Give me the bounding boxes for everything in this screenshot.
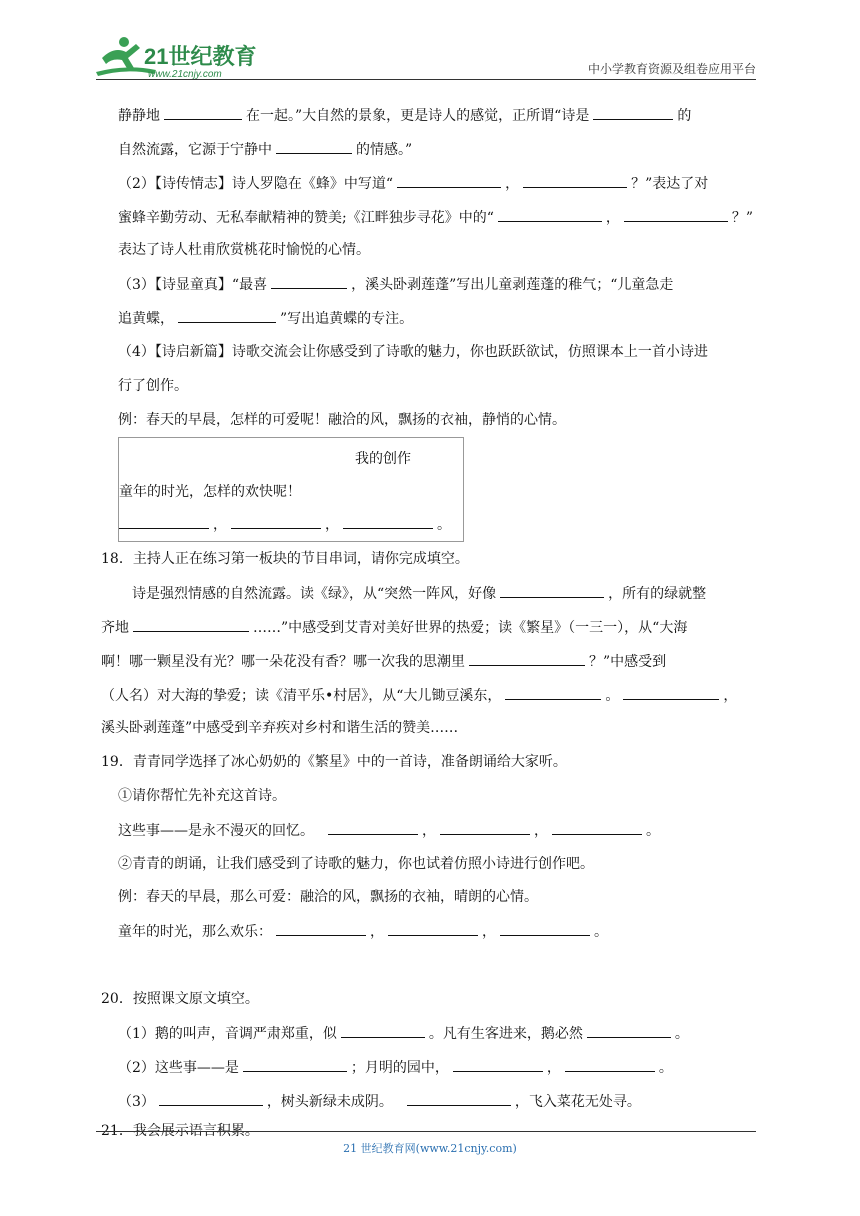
box-blanks: ， ， 。	[119, 514, 451, 534]
text-line: （2）【诗传情志】诗人罗隐在《蜂》中写道“ ， ？”表达了对	[118, 173, 708, 194]
text-line: ①请你帮忙先补充这首诗。	[118, 788, 286, 804]
answer-blank[interactable]	[624, 207, 728, 222]
answer-blank[interactable]	[159, 1091, 263, 1106]
text-line: （3）【诗显童真】“最喜 ，溪头卧剥莲蓬”写出儿童剥莲蓬的稚气；“儿童急走	[118, 274, 673, 295]
answer-blank[interactable]	[623, 685, 719, 700]
text-line: （3） ，树头新绿未成阴。 ，飞入菜花无处寻。	[118, 1091, 641, 1112]
answer-blank[interactable]	[469, 651, 585, 666]
answer-blank[interactable]	[164, 105, 242, 120]
question-18: 18．主持人正在练习第一板块的节目串词，请你完成填空。	[101, 551, 469, 567]
question-19: 19．青青同学选择了冰心奶奶的《繁星》中的一首诗，准备朗诵给大家听。	[101, 754, 567, 770]
box-title: 我的创作	[355, 451, 411, 467]
footer-text: 21 世纪教育网(www.21cnjy.com)	[343, 1142, 517, 1155]
text-line: （4）【诗启新篇】诗歌交流会让你感受到了诗歌的魅力，你也跃跃欲试，仿照课本上一首小诗进	[118, 344, 708, 360]
text-line: 自然流露，它源于宁静中 的情感。”	[118, 139, 412, 160]
example-line: 例：春天的早晨，那么可爱：融洽的风，飘扬的衣袖，晴朗的心情。	[118, 889, 538, 905]
answer-blank[interactable]	[500, 921, 590, 936]
answer-blank[interactable]	[453, 1057, 543, 1072]
answer-blank[interactable]	[343, 514, 433, 529]
answer-blank[interactable]	[243, 1057, 347, 1072]
answer-blank[interactable]	[276, 139, 352, 154]
svg-text:www.21cnjy.com: www.21cnjy.com	[148, 69, 222, 80]
footer-divider	[96, 1131, 756, 1132]
answer-blank[interactable]	[552, 820, 642, 835]
answer-blank[interactable]	[407, 1091, 511, 1106]
text-line: ②青青的朗诵，让我们感受到了诗歌的魅力，你也试着仿照小诗进行创作吧。	[118, 856, 594, 872]
answer-blank[interactable]	[500, 583, 604, 598]
text-line: 齐地 ……”中感受到艾青对美好世界的热爱；读《繁星》（一三一），从“大海	[101, 617, 687, 638]
text-line: 溪头卧剥莲蓬”中感受到辛弃疾对乡村和谐生活的赞美……	[101, 720, 459, 736]
text-line: 静静地 在一起。”大自然的景象，更是诗人的感觉，正所谓“诗是 的	[118, 105, 691, 126]
text-line: 童年的时光，那么欢乐： ， ， 。	[118, 921, 608, 942]
answer-blank[interactable]	[276, 921, 366, 936]
answer-blank[interactable]	[328, 820, 418, 835]
text-line: （1）鹅的叫声，音调严肃郑重，似 。凡有生客进来，鹅必然 。	[118, 1023, 689, 1044]
text-line: 追黄蝶， ”写出追黄蝶的专注。	[118, 308, 413, 329]
answer-blank[interactable]	[231, 514, 321, 529]
answer-blank[interactable]	[271, 274, 347, 289]
answer-blank[interactable]	[498, 207, 602, 222]
question-21: 21．我会展示语言积累。	[101, 1123, 259, 1139]
text-line: 表达了诗人杜甫欣赏桃花时愉悦的心情。	[118, 242, 370, 258]
answer-blank[interactable]	[341, 1023, 425, 1038]
answer-blank[interactable]	[587, 1023, 671, 1038]
header-divider	[96, 79, 756, 80]
svg-text:21世纪教育: 21世纪教育	[144, 44, 257, 69]
platform-name: 中小学教育资源及组卷应用平台	[587, 62, 756, 76]
answer-blank[interactable]	[593, 105, 673, 120]
site-logo	[96, 34, 266, 80]
creation-box	[118, 437, 464, 542]
box-prompt: 童年的时光，怎样的欢快呢！	[119, 484, 301, 500]
text-line: 诗是强烈情感的自然流露。读《绿》，从“突然一阵风，好像 ，所有的绿就整	[132, 583, 706, 604]
answer-blank[interactable]	[133, 617, 249, 632]
text-line: 行了创作。	[118, 378, 188, 394]
answer-blank[interactable]	[119, 514, 209, 529]
answer-blank[interactable]	[388, 921, 478, 936]
answer-blank[interactable]	[178, 308, 276, 323]
text-line: 啊！哪一颗星没有光？哪一朵花没有香？哪一次我的思潮里 ？”中感受到	[101, 651, 666, 672]
answer-blank[interactable]	[523, 173, 627, 188]
answer-blank[interactable]	[440, 820, 530, 835]
text-line: 这些事——是永不漫灭的回忆。 ， ， 。	[118, 820, 660, 841]
answer-blank[interactable]	[565, 1057, 655, 1072]
text-line: 蜜蜂辛勤劳动、无私奉献精神的赞美;《江畔独步寻花》中的“ ， ？”	[118, 207, 753, 228]
text-line: （人名）对大海的挚爱；读《清平乐•村居》，从“大儿锄豆溪东， 。 ，	[101, 685, 737, 706]
example-line: 例：春天的早晨，怎样的可爱呢！融洽的风，飘扬的衣袖，静悄的心情。	[118, 412, 566, 428]
text-line: （2）这些事——是 ；月明的园中， ， 。	[118, 1057, 673, 1078]
answer-blank[interactable]	[397, 173, 501, 188]
question-20: 20．按照课文原文填空。	[101, 991, 259, 1007]
answer-blank[interactable]	[505, 685, 601, 700]
